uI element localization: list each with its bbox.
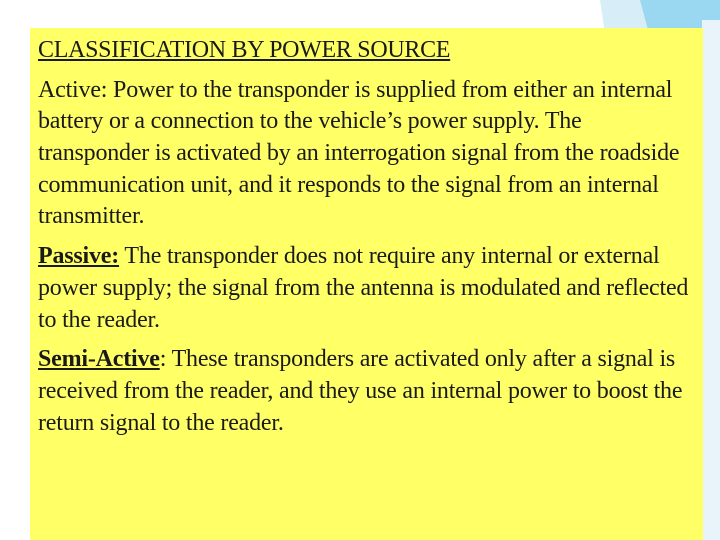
paragraph-semi-active	[38, 344, 695, 439]
paragraph-passive	[38, 241, 695, 336]
term-semi-active: Semi-Active	[38, 346, 160, 373]
text-semi-active: : These transponders are activated only after a signal is received from the reader, and they use an internal power to boost the return signal to the reader.	[38, 346, 683, 436]
content-panel	[30, 28, 703, 540]
decor-edge-strip	[702, 20, 720, 540]
term-active: Active	[38, 76, 101, 103]
text-passive: The transponder does not require any internal or external power supply; the signal from the antenna is modulated and reflected to the reader.	[38, 243, 689, 333]
text-active: : Power to the transponder is supplied from either an internal battery or a connection to the vehicle’s power supply. The transponder is activated by an interrogation signal from the roadside communication unit, and it responds to the signal from an internal transmitter.	[38, 76, 680, 230]
slide-title: CLASSIFICATION BY POWER SOURCE	[38, 37, 451, 63]
paragraph-active	[38, 75, 695, 233]
term-passive: Passive:	[38, 243, 120, 270]
